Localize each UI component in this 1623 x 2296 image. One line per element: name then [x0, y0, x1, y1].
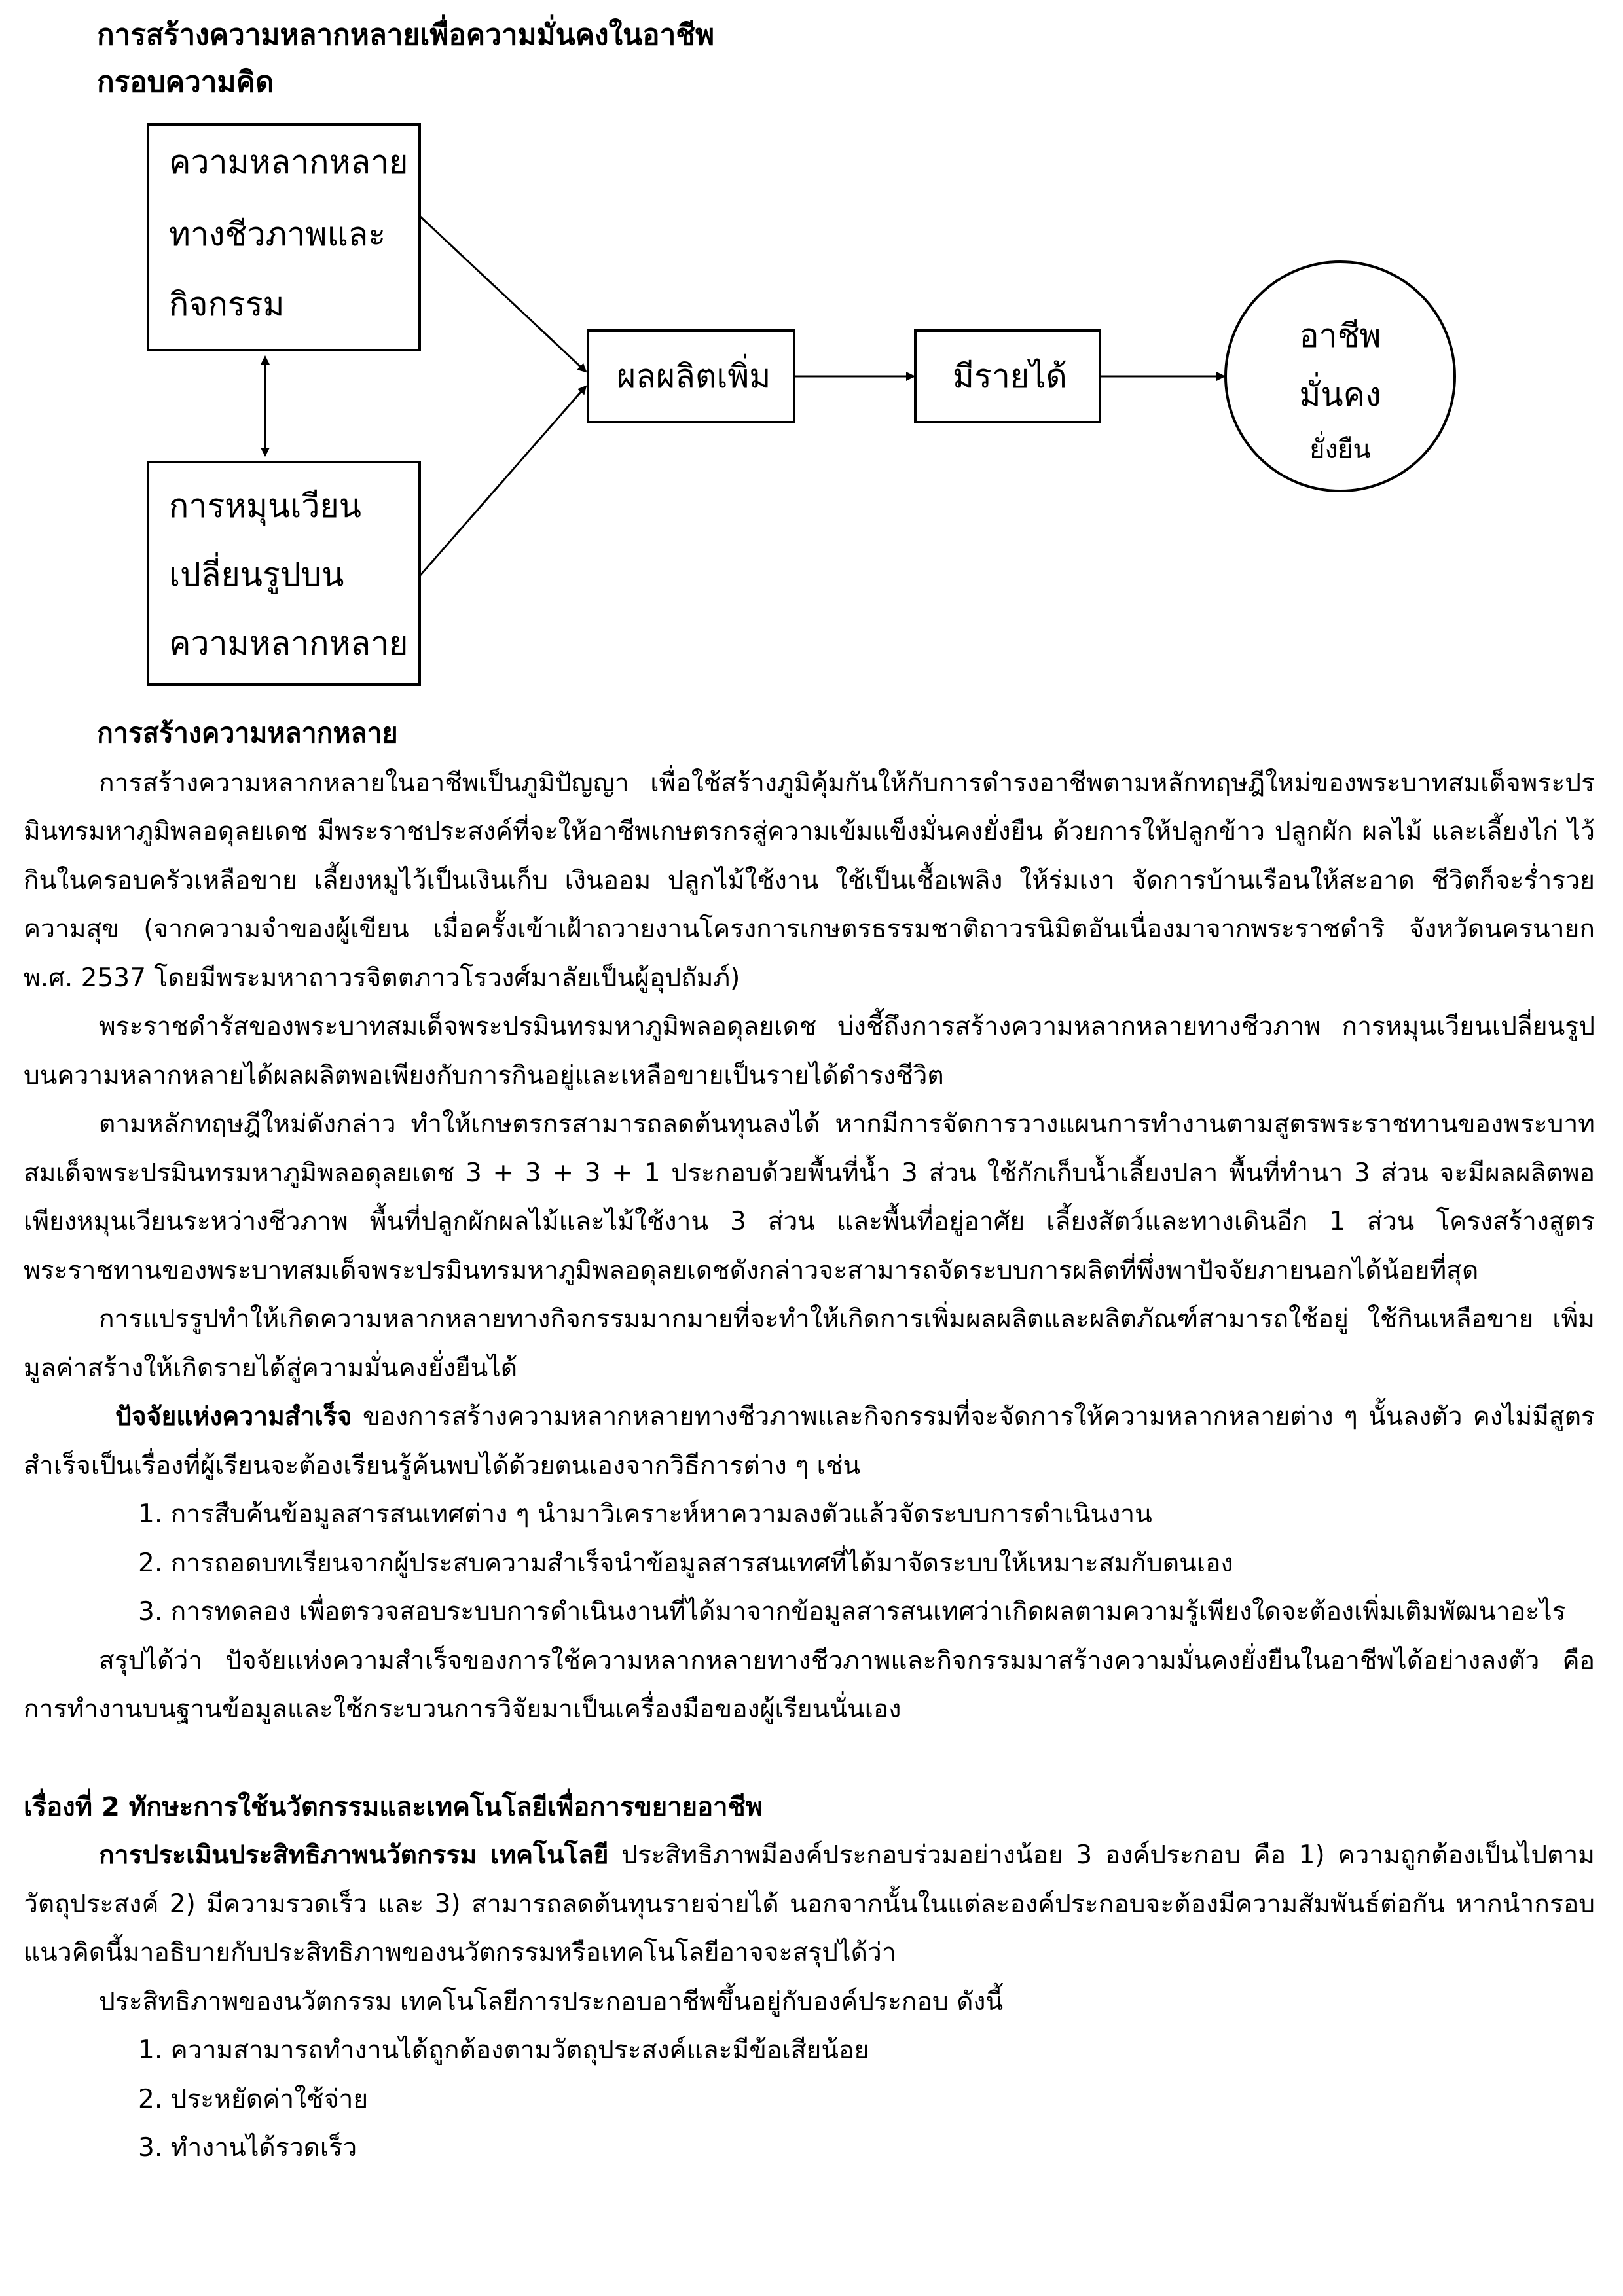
section1-heading: การสร้างความหลากหลาย [97, 717, 398, 749]
box-rotation-line-2: เปลี่ยนรูปบน [169, 556, 344, 594]
section-spacer [24, 1734, 1595, 1783]
section2-list-item-1: 1. ความสามารถทำงานได้ถูกต้องตามวัตถุประสงค์และมีข้อเสียน้อย [138, 2036, 869, 2065]
box-biodiversity-line-2: ทางชีวภาพและ [169, 215, 386, 253]
section2-paragraph-1 [24, 1831, 1595, 1978]
section1-paragraph-5-text: ของการสร้างความหลากหลายทางชีวภาพและกิจกรรมที่จะจัดการให้ความหลากหลายต่าง ๆ นั้นลงตัว คงไม่มีสูตรสำเร็จเป็นเรื่องที่ผู้เรียนจะต้องเรียนรู้ค้นพบได้ด้วยตนเองจากวิธีการต่าง ๆ เช่น [24, 1402, 1595, 1480]
circle-line-1: อาชีพ [1299, 317, 1381, 355]
section1-paragraph-2: พระราชดำรัสของพระบาทสมเด็จพระปรมินทรมหาภูมิพลอดุลยเดช บ่งชี้ถึงการสร้างความหลากหลายทางชีวภาพ การหมุนเวียนเปลี่ยนรูปบนความหลากหลายได้ผลผลิตพอเพียงกับการกินอยู่และเหลือขายเป็นรายได้ดำรงชีวิต [24, 1012, 1595, 1090]
efficiency-evaluation-term: การประเมินประสิทธิภาพนวัตกรรม เทคโนโลยี [99, 1840, 609, 1870]
section2-list-item-2: 2. ประหยัดค่าใช้จ่าย [138, 2084, 369, 2114]
section1-paragraph-1: การสร้างความหลากหลายในอาชีพเป็นภูมิปัญญา เพื่อใช้สร้างภูมิคุ้มกันให้กับการดำรงอาชีพตามหลักทฤษฎีใหม่ของพระบาทสมเด็จพระปรมินทรมหาภูมิพลอดุลยเดช มีพระราชประสงค์ที่จะให้อาชีพเกษตรกรสู่ความเข้มแข็งมั่นคงยั่งยืน ด้วยการให้ปลูกข้าว ปลูกผัก ผลไม้ และเลี้ยงไก่ ไว้กินในครอบครัวเหลือขาย เลี้ยงหมูไว้เป็นเงินเก็บ เงินออม ปลูกไม้ใช้งาน ใช้เป็นเชื้อเพลิง ให้ร่มเงา จัดการบ้านเรือนให้สะอาด ชีวิตก็จะร่ำรวยความสุข (จากความจำของผู้เขียน เมื่อครั้งเข้าเฝ้าถวายงานโครงการเกษตรธรรมชาติถาวรนิมิตอันเนื่องมาจากพระราชดำริ จังหวัดนครนายก พ.ศ. 2537 โดยมีพระมหาถาวรจิตตภาวโรวงศ์มาลัยเป็นผู้อุปถัมภ์) [24, 768, 1595, 993]
section2-list-item-3: 3. ทำงานได้รวดเร็ว [138, 2133, 357, 2162]
section2-paragraph-2: ประสิทธิภาพของนวัตกรรม เทคโนโลยีการประกอบอาชีพขึ้นอยู่กับองค์ประกอบ ดังนี้ [99, 1986, 1004, 2017]
section1-paragraph-5 [24, 1393, 1595, 1490]
box-rotation-line-1: การหมุนเวียน [169, 487, 361, 525]
circle-line-3: ยั่งยืน [1309, 435, 1371, 465]
document-body [24, 709, 1595, 2173]
section1-paragraph-3: ตามหลักทฤษฎีใหม่ดังกล่าว ทำให้เกษตรกรสามารถลดต้นทุนลงได้ หากมีการจัดการวางแผนการทำงานตามสูตรพระราชทานของพระบาทสมเด็จพระปรมินทรมหาภูมิพลอดุลยเดช 3 + 3 + 3 + 1 ประกอบด้วยพื้นที่น้ำ 3 ส่วน ใช้กักเก็บน้ำเลี้ยงปลา พื้นที่ทำนา 3 ส่วน จะมีผลผลิตพอเพียงหมุนเวียนระหว่างชีวภาพ พื้นที่ปลูกผักผลไม้และไม้ใช้งาน 3 ส่วน และพื้นที่อยู่อาศัย เลี้ยงสัตว์และทางเดินอีก 1 ส่วน โครงสร้างสูตรพระราชทานของพระบาทสมเด็จพระปรมินทรมหาภูมิพลอดุลยเดชดังกล่าวจะสามารถจัดระบบการผลิตที่พึ่งพาปัจจัยภายนอกได้น้อยที่สุด [24, 1109, 1595, 1285]
section2-heading: เรื่องที่ 2 ทักษะการใช้นวัตกรรมและเทคโนโลยีเพื่อการขยายอาชีพ [24, 1791, 763, 1822]
section1-paragraph-4: การแปรรูปทำให้เกิดความหลากหลายทางกิจกรรมมากมายที่จะทำให้เกิดการเพิ่มผลผลิตและผลิตภัณฑ์สามารถใช้อยู่ ใช้กินเหลือขาย เพิ่มมูลค่าสร้างให้เกิดรายได้สู่ความมั่นคงยั่งยืนได้ [24, 1304, 1595, 1383]
circle-line-2: มั่นคง [1299, 376, 1381, 414]
section1-list-item-3: 3. การทดลอง เพื่อตรวจสอบระบบการดำเนินงานที่ได้มาจากข้อมูลสารสนเทศว่าเกิดผลตามความรู้เพียงใดจะต้องเพิ่มเติมพัฒนาอะไร [138, 1597, 1566, 1626]
box-biodiversity-line-1: ความหลากหลาย [169, 143, 409, 181]
section1-paragraph-6: สรุปได้ว่า ปัจจัยแห่งความสำเร็จของการใช้ความหลากหลายทางชีวภาพและกิจกรรมมาสร้างความมั่นคงยั่งยืนในอาชีพได้อย่างลงตัว คือ การทำงานบนฐานข้อมูลและใช้กระบวนการวิจัยมาเป็นเครื่องมือของผู้เรียนนั่นเอง [24, 1645, 1595, 1724]
diagram-subtitle: กรอบความคิด [97, 65, 274, 99]
box-income-label: มีรายได้ [953, 357, 1067, 395]
document-title: การสร้างความหลากหลายเพื่อความมั่นคงในอาชีพ [97, 18, 715, 52]
box-increased-yield-label: ผลผลิตเพิ่ม [617, 357, 771, 395]
conceptual-framework-diagram [0, 0, 1623, 707]
section1-list-item-1: 1. การสืบค้นข้อมูลสารสนเทศต่าง ๆ นำมาวิเคราะห์หาความลงตัวแล้วจัดระบบการดำเนินงาน [138, 1499, 1152, 1529]
section2-paragraph-1-text: ประสิทธิภาพมีองค์ประกอบร่วมอย่างน้อย 3 องค์ประกอบ คือ 1) ความถูกต้องเป็นไปตามวัตถุประสงค์ 2) มีความรวดเร็ว และ 3) สามารถลดต้นทุนรายจ่ายได้ นอกจากนั้นในแต่ละองค์ประกอบจะต้องมีความสัมพันธ์ต่อกัน หากนำกรอบแนวคิดนี้มาอธิบายกับประสิทธิภาพของนวัตกรรมหรือเทคโนโลยีอาจจะสรุปได้ว่า [24, 1840, 1596, 1967]
box-biodiversity-line-3: กิจกรรม [169, 285, 285, 323]
box-rotation-line-3: ความหลากหลาย [169, 624, 409, 662]
section1-list-item-2: 2. การถอดบทเรียนจากผู้ประสบความสำเร็จนำข้อมูลสารสนเทศที่ได้มาจัดระบบให้เหมาะสมกับตนเอง [138, 1548, 1233, 1578]
arrow-box2-to-output [420, 386, 586, 576]
arrow-box1-to-output [420, 216, 586, 372]
success-factor-term: ปัจจัยแห่งความสำเร็จ [115, 1402, 352, 1431]
